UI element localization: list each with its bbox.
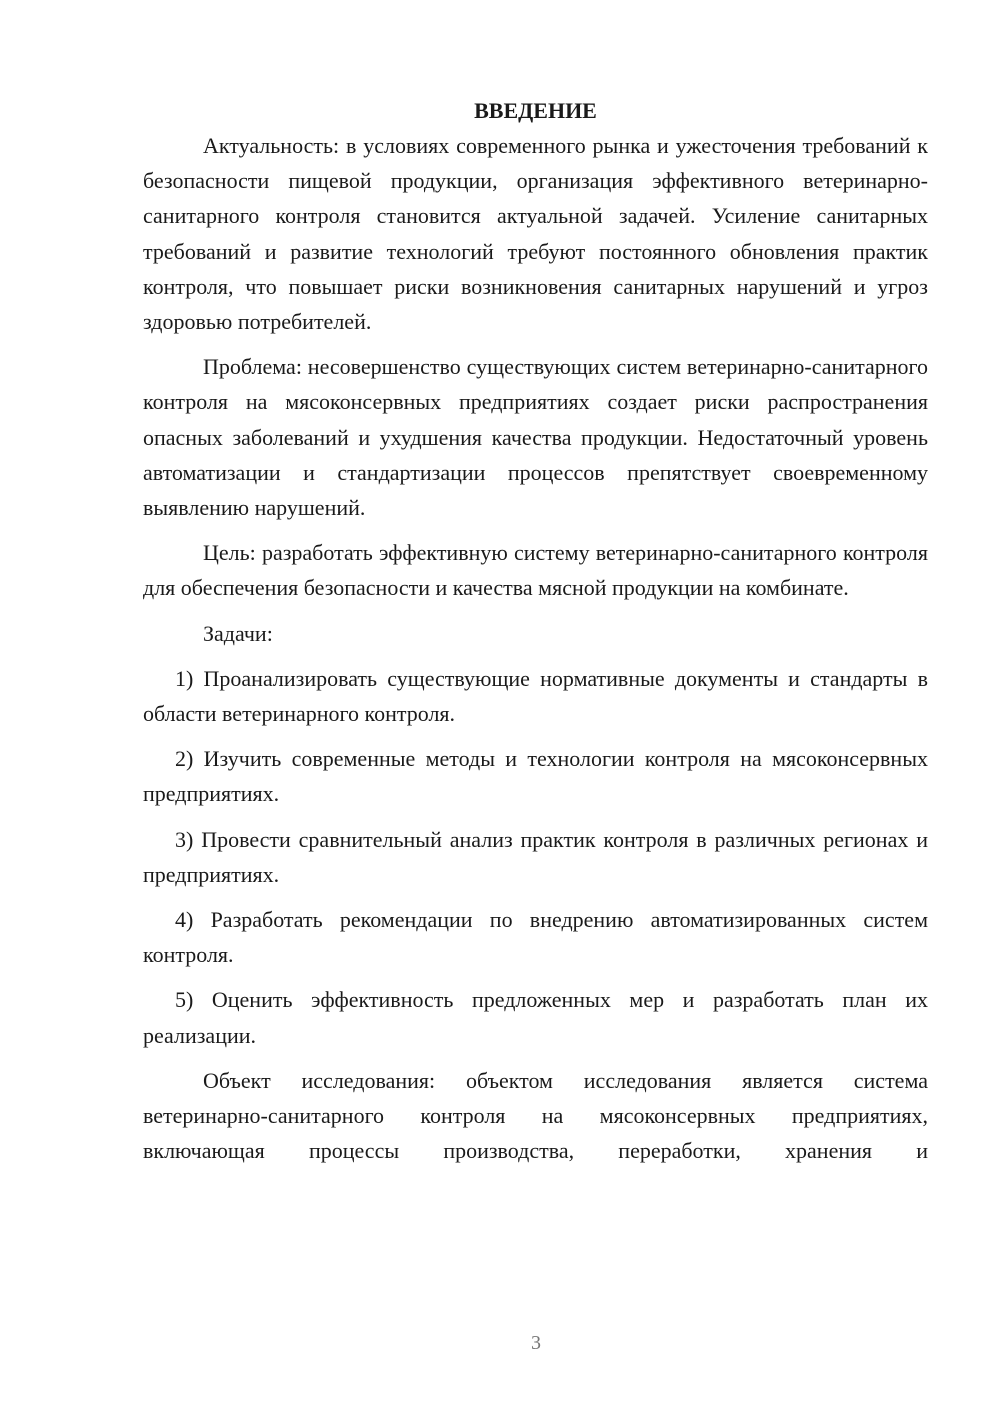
task-item-5: 5) Оценить эффективность предложенных мер и разработать план их реализации. <box>143 987 928 1048</box>
tasks-label: Задачи: <box>203 620 273 646</box>
problem-paragraph: Проблема: несовершенство существующих систем ветеринарно-санитарного контроля на мясоконсервных предприятиях создает риски распространения опасных заболеваний и ухудшения качества продукции. Недостаточный уровень автоматизации и стандартизации процессов препятствует своевременному выявлению нарушений. <box>143 354 928 521</box>
document-page <box>143 93 928 1178</box>
goal-paragraph: Цель: разработать эффективную систему ветеринарно-санитарного контроля для обеспечения безопасности и качества мясной продукции на комбинате. <box>143 540 928 601</box>
task-item-2: 2) Изучить современные методы и технологии контроля на мясоконсервных предприятиях. <box>143 746 928 807</box>
object-paragraph: Объект исследования: объектом исследования является система ветеринарно-санитарного контроля на мясоконсервных предприятиях, включающая процессы производства, переработки, хранения и <box>143 1067 928 1164</box>
task-item-4: 4) Разработать рекомендации по внедрению автоматизированных систем контроля. <box>143 907 928 968</box>
relevance-paragraph: Актуальность: в условиях современного рынка и ужесточения требований к безопасности пищевой продукции, организация эффективного ветеринарно-санитарного контроля становится актуальной задачей. Усиление санитарных требований и развитие технологий требуют постоянного обновления практик контроля, что повышает риски возникновения санитарных нарушений и угроз здоровью потребителей. <box>143 133 928 335</box>
section-title: ВВЕДЕНИЕ <box>474 98 597 123</box>
task-item-1: 1) Проанализировать существующие нормативные документы и стандарты в области ветеринарного контроля. <box>143 665 928 727</box>
task-item-3: 3) Провести сравнительный анализ практик контроля в различных регионах и предприятиях. <box>143 826 928 887</box>
page-number: 3 <box>531 1332 541 1354</box>
